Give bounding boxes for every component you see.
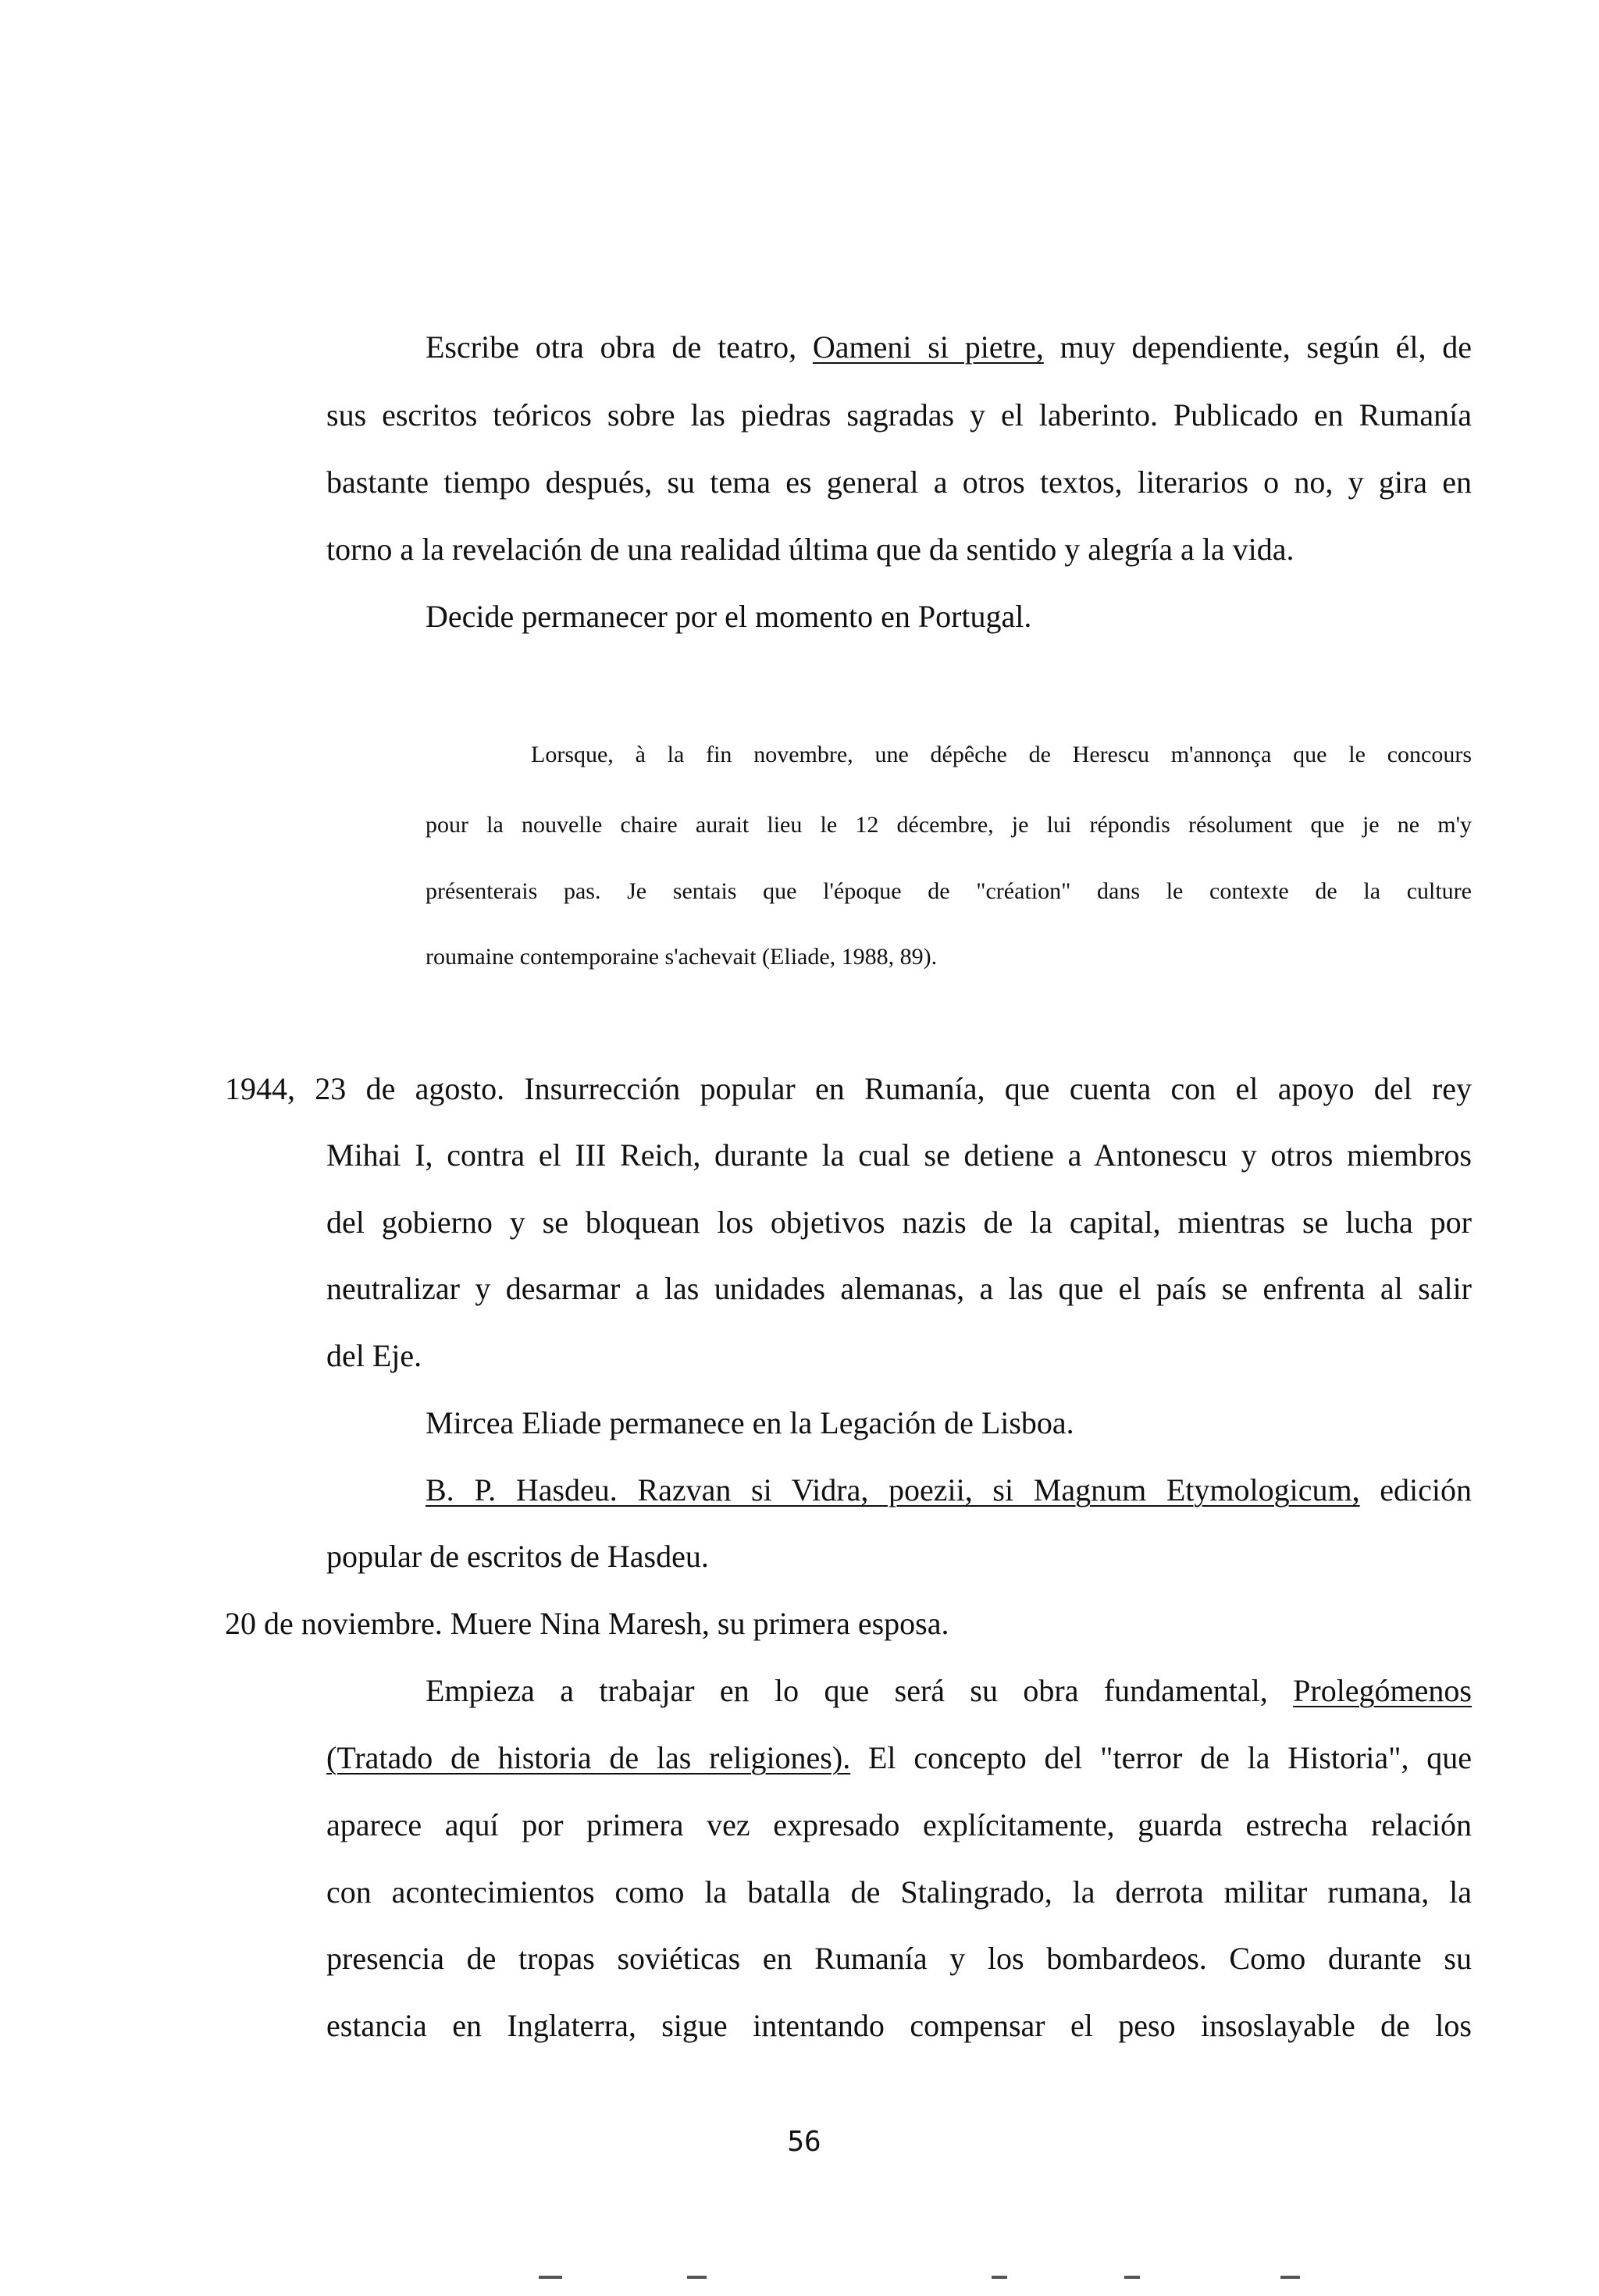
text-segment: Empieza a trabajar en lo que será su obra fundamental, <box>426 1673 1294 1708</box>
paragraph-line <box>426 1672 1472 1710</box>
page-number: 56 <box>787 2126 821 2158</box>
paragraph-line: estancia en Inglaterra, sigue intentando compensar el peso insoslayable de los <box>326 2008 1472 2043</box>
scan-mark <box>687 2276 707 2279</box>
paragraph-line: neutralizar y desarmar a las unidades alemanas, a las que el país se enfrenta al salir <box>326 1271 1472 1306</box>
paragraph-line: presencia de tropas soviéticas en Rumanía y los bombardeos. Como durante su <box>326 1941 1472 1976</box>
text-segment: edición <box>1359 1472 1473 1508</box>
paragraph-line: del gobierno y se bloquean los objetivos nazis de la capital, mientras se lucha por <box>326 1205 1472 1240</box>
text-segment: Escribe otra obra de teatro, <box>426 329 813 365</box>
scan-mark <box>1124 2276 1140 2279</box>
work-title: Prolegómenos <box>1293 1673 1472 1708</box>
paragraph-line <box>426 329 1472 366</box>
quote-line: Lorsque, à la fin novembre, une dépêche de Herescu m'annonça que le concours <box>531 742 1472 767</box>
scan-mark <box>539 2276 562 2279</box>
quote-line: roumaine contemporaine s'achevait (Eliade, 1988, 89). <box>426 944 938 970</box>
scan-artifacts <box>0 2276 1599 2284</box>
text-segment: El concepto del "terror de la Historia", que <box>850 1740 1473 1775</box>
paragraph-line: sus escritos teóricos sobre las piedras sagradas y el laberinto. Publicado en Rumanía <box>326 397 1472 433</box>
paragraph-line <box>426 1472 1472 1509</box>
paragraph-line: torno a la revelación de una realidad última que da sentido y alegría a la vida. <box>326 532 1295 567</box>
paragraph-line: Decide permanecer por el momento en Portugal. <box>426 599 1032 634</box>
paragraph-line: con acontecimientos como la batalla de Stalingrado, la derrota militar rumana, la <box>326 1874 1472 1910</box>
work-title: (Tratado de historia de las religiones). <box>326 1740 851 1775</box>
paragraph-line: aparece aquí por primera vez expresado explícitamente, guarda estrecha relación <box>326 1807 1472 1842</box>
paragraph-line: Mircea Eliade permanece en la Legación de Lisboa. <box>426 1405 1074 1440</box>
text-segment: muy dependiente, según él, de <box>1043 329 1473 365</box>
scan-mark <box>992 2276 1007 2279</box>
paragraph-line: del Eje. <box>326 1338 422 1373</box>
paragraph-line: bastante tiempo después, su tema es general a otros textos, literarios o no, y gira en <box>326 465 1472 500</box>
paragraph-line <box>326 1739 1472 1777</box>
work-title: B. P. Hasdeu. Razvan si Vidra, poezii, si Magnum Etymologicum, <box>426 1472 1360 1508</box>
quote-line: présenterais pas. Je sentais que l'époque de "création" dans le contexte de la culture <box>426 878 1472 904</box>
quote-line: pour la nouvelle chaire aurait lieu le 12 décembre, je lui répondis résolument que je ne m'y <box>426 812 1472 838</box>
paragraph-line: popular de escritos de Hasdeu. <box>326 1539 709 1574</box>
scan-mark <box>1280 2276 1300 2279</box>
paragraph-line: Mihai I, contra el III Reich, durante la cual se detiene a Antonescu y otros miembros <box>326 1137 1472 1173</box>
paragraph-line: 1944, 23 de agosto. Insurrección popular en Rumanía, que cuenta con el apoyo del rey <box>225 1071 1472 1106</box>
work-title: Oameni si pietre, <box>812 329 1044 365</box>
paragraph-line: 20 de noviembre. Muere Nina Maresh, su primera esposa. <box>225 1606 949 1641</box>
